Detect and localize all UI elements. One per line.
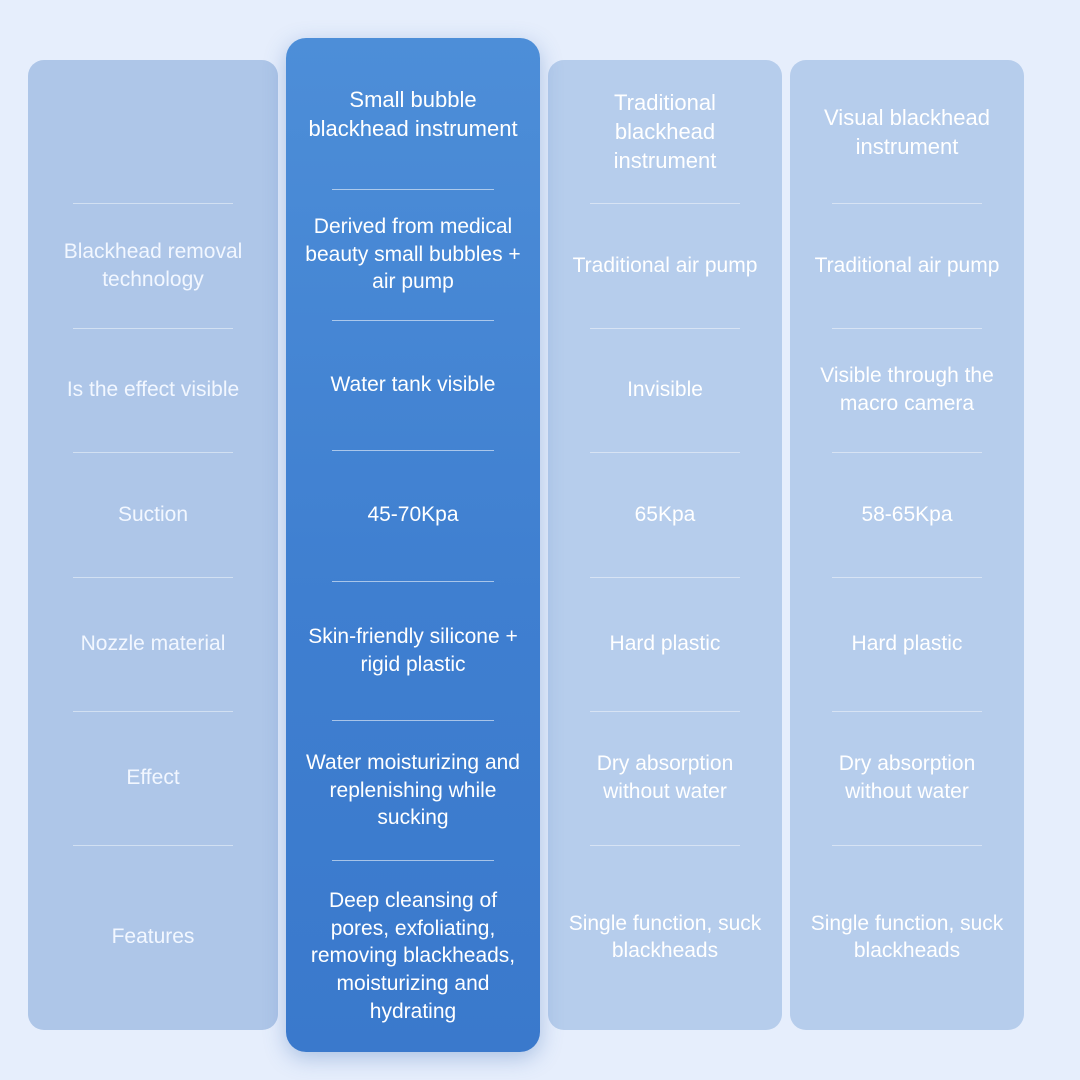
row-label-suction: Suction bbox=[28, 452, 278, 576]
row-label-technology: Blackhead removal technology bbox=[28, 203, 278, 327]
cell-visual-nozzle-material: Hard plastic bbox=[790, 577, 1024, 711]
row-label-effect: Effect bbox=[28, 711, 278, 845]
cell-small-bubble-effect: Water moisturizing and replenishing while sucking bbox=[286, 720, 540, 860]
row-label-nozzle-material: Nozzle material bbox=[28, 577, 278, 711]
comparison-table bbox=[28, 38, 1052, 1052]
cell-traditional-features: Single function, suck blackheads bbox=[548, 845, 782, 1030]
column-header-traditional: Traditional blackhead instrument bbox=[613, 90, 717, 174]
cell-small-bubble-suction: 45-70Kpa bbox=[286, 450, 540, 580]
cell-traditional-suction: 65Kpa bbox=[548, 452, 782, 576]
cell-small-bubble-nozzle-material: Skin-friendly silicone + rigid plastic bbox=[286, 581, 540, 721]
column-header-small-bubble: Small bubble blackhead instrument bbox=[308, 86, 518, 141]
column-small-bubble[interactable] bbox=[286, 38, 540, 1052]
cell-visual-technology: Traditional air pump bbox=[790, 203, 1024, 327]
cell-small-bubble-technology: Derived from medical beauty small bubbles + air pump bbox=[286, 189, 540, 319]
column-traditional[interactable] bbox=[548, 60, 782, 1030]
cell-traditional-nozzle-material: Hard plastic bbox=[548, 577, 782, 711]
cell-visual-effect: Dry absorption without water bbox=[790, 711, 1024, 845]
row-label-column bbox=[28, 60, 278, 1030]
column-header-visual: Visual blackhead instrument bbox=[824, 104, 990, 159]
cell-visual-visibility: Visible through the macro camera bbox=[790, 328, 1024, 452]
cell-small-bubble-features: Deep cleansing of pores, exfoliating, removing blackheads, moisturizing and hydrating bbox=[286, 860, 540, 1052]
cell-traditional-technology: Traditional air pump bbox=[548, 203, 782, 327]
row-label-header bbox=[28, 60, 278, 203]
row-label-visibility: Is the effect visible bbox=[28, 328, 278, 452]
cell-traditional-effect: Dry absorption without water bbox=[548, 711, 782, 845]
row-label-features: Features bbox=[28, 845, 278, 1030]
column-visual[interactable] bbox=[790, 60, 1024, 1030]
cell-small-bubble-visibility: Water tank visible bbox=[286, 320, 540, 450]
cell-traditional-visibility: Invisible bbox=[548, 328, 782, 452]
cell-visual-features: Single function, suck blackheads bbox=[790, 845, 1024, 1030]
cell-visual-suction: 58-65Kpa bbox=[790, 452, 1024, 576]
